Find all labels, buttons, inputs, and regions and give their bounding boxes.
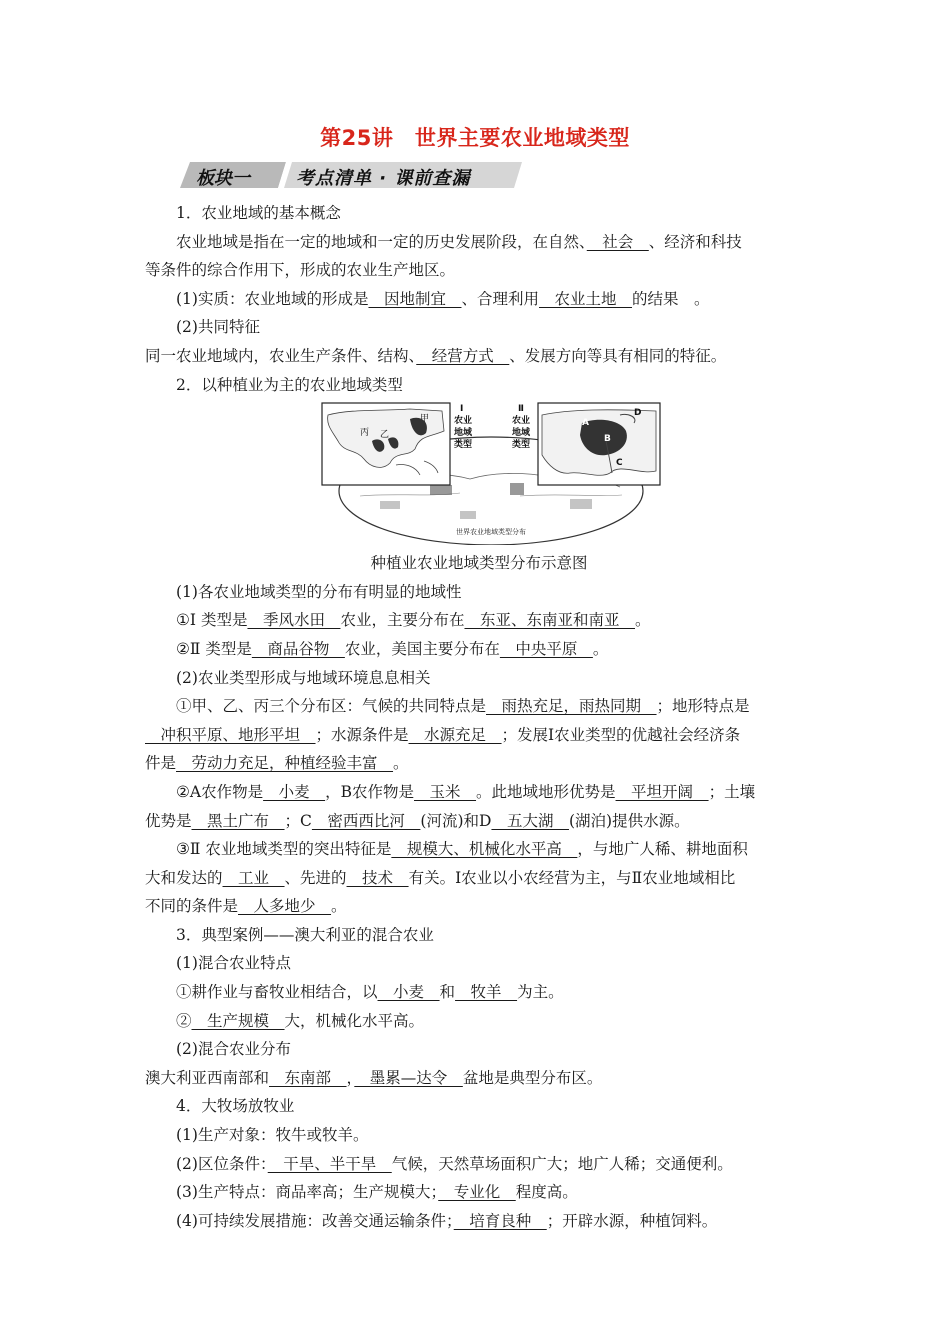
blank-answer: 雨热充足，雨热同期 [486, 697, 657, 716]
text: ， [346, 1068, 355, 1087]
text: 农业，主要分布在 [340, 611, 465, 630]
paragraph: (1)各农业地域类型的分布有明显的地域性 [176, 582, 462, 601]
text: 不同的条件是 [145, 897, 239, 916]
text: 和 [439, 983, 456, 1002]
section-banner [178, 160, 528, 190]
blank-answer: 墨累—达令 [354, 1068, 463, 1087]
text: (4)可持续发展措施：改善交通运输条件； [176, 1211, 454, 1230]
text: ；地形特点是 [656, 697, 750, 716]
blank-answer: 人多地少 [238, 897, 332, 916]
paragraph [145, 749, 813, 778]
paragraph [145, 228, 813, 257]
blank-answer: 中央平原 [499, 639, 593, 658]
blank-answer: 黑土广布 [191, 811, 285, 830]
blank-answer: 经营方式 [416, 346, 510, 365]
text: (3)生产特点：商品率高；生产规模大； [176, 1183, 439, 1202]
text: 同一农业地域内，农业生产条件、结构、 [145, 346, 417, 365]
text: 。 [331, 897, 347, 916]
text: 件是 [145, 754, 177, 773]
type2-label-0: Ⅱ [518, 404, 524, 415]
map-label-bing: 丙 [360, 428, 370, 439]
type1-label-3: 类型 [454, 440, 473, 451]
type2-label-1: 农业 [512, 416, 531, 427]
blank-answer: 农业土地 [539, 289, 633, 308]
blank-answer: 东南部 [269, 1068, 347, 1087]
text: 优势是 [145, 811, 192, 830]
map-caption: 种植业农业地域类型分布示意图 [370, 554, 588, 573]
blank-answer: 劳动力充足，种植经验丰富 [176, 754, 394, 773]
blank-answer: 生产规模 [191, 1011, 285, 1030]
text: ②Ⅱ 类型是 [176, 639, 252, 658]
text: 。 [592, 639, 609, 658]
blank-answer: 牧羊 [455, 983, 518, 1002]
text: (1)实质：农业地域的形成是 [176, 289, 369, 308]
paragraph [145, 635, 813, 664]
blank-answer: 小麦 [263, 782, 326, 801]
type1-label-1: 农业 [454, 416, 473, 427]
text: 为主。 [517, 983, 564, 1002]
blank-answer: 因地制宜 [368, 289, 462, 308]
text: 大，机械化水平高。 [284, 1011, 425, 1030]
banner-name: 考点清单 · 课前查漏 [296, 168, 471, 189]
text: 、合理利用 [461, 289, 539, 308]
blank-answer: 东亚、东南亚和南亚 [464, 611, 635, 630]
heading-4: 4．大牧场放牧业 [176, 1097, 295, 1116]
blank-answer: 商品谷物 [251, 639, 345, 658]
text: 农业地域是指在一定的地域和一定的历史发展阶段，在自然、 [176, 232, 587, 251]
paragraph [145, 835, 813, 864]
blank-answer: 玉米 [414, 782, 477, 801]
blank-answer: 干旱、半干旱 [267, 1154, 392, 1173]
text: ，与地广人稀、耕地面积 [577, 840, 748, 859]
paragraph [145, 807, 813, 836]
blank-answer: 规模大、机械化水平高 [391, 840, 578, 859]
type2-label-3: 类型 [512, 440, 531, 451]
paragraph: (1)生产对象：牧牛或牧羊。 [176, 1126, 369, 1145]
text: ② [176, 1011, 192, 1030]
paragraph [145, 864, 813, 893]
type1-label-0: Ⅰ [460, 404, 464, 415]
inner-caption: 世界农业地域类型分布 [456, 528, 526, 537]
text: 有关。Ⅰ农业以小农经营为主，与Ⅱ农业地域相比 [408, 868, 736, 887]
text: ；土壤 [708, 782, 756, 801]
blank-answer: 培育良种 [453, 1211, 547, 1230]
paragraph [145, 285, 813, 314]
banner-block: 板块一 [196, 168, 250, 189]
text: ①耕作业与畜牧业相结合，以 [176, 983, 378, 1002]
paragraph [145, 778, 813, 807]
text: ；发展Ⅰ农业类型的优越社会经济条 [501, 725, 741, 744]
text: 、先进的 [284, 868, 347, 887]
blank-answer: 专业化 [438, 1183, 516, 1202]
paragraph [145, 606, 813, 635]
blank-answer: 技术 [346, 868, 409, 887]
text: 大和发达的 [145, 868, 223, 887]
text: ；水源条件是 [315, 725, 409, 744]
paragraph [145, 1178, 813, 1207]
text: 。此地域地形优势是 [476, 782, 616, 801]
text: 盆地是典型分布区。 [462, 1068, 603, 1087]
blank-answer: 五大湖 [491, 811, 569, 830]
map-label-jia: 甲 [420, 414, 430, 425]
map-label-c: C [616, 458, 623, 469]
paragraph [145, 978, 813, 1007]
blank-answer: 水源充足 [408, 725, 502, 744]
paragraph [145, 692, 813, 721]
text: ①Ⅰ 类型是 [176, 611, 248, 630]
document-body [145, 199, 813, 1235]
text: ②A农作物是 [176, 782, 264, 801]
blank-answer: 工业 [222, 868, 285, 887]
blank-answer: 冲积平原、地形平坦 [145, 725, 316, 744]
text: (河流)和D [420, 811, 492, 830]
text: 澳大利亚西南部和 [145, 1068, 270, 1087]
text: (2)区位条件： [176, 1154, 268, 1173]
distribution-map [145, 401, 813, 545]
page-title: 第25讲 世界主要农业地域类型 [320, 126, 630, 150]
paragraph [145, 1007, 813, 1036]
map-label-b: B [604, 434, 611, 445]
map-label-a: A [582, 418, 589, 429]
paragraph: (1)混合农业特点 [176, 954, 291, 973]
text: 、发展方向等具有相同的特征。 [509, 346, 727, 365]
blank-answer: 季风水田 [247, 611, 341, 630]
paragraph: (2)农业类型形成与地域环境息息相关 [176, 668, 431, 687]
text: (湖泊)提供水源。 [568, 811, 690, 830]
paragraph: (2)混合农业分布 [176, 1040, 291, 1059]
heading-2: 2．以种植业为主的农业地域类型 [176, 375, 403, 394]
text: ③Ⅱ 农业地域类型的突出特征是 [176, 840, 392, 859]
paragraph [145, 342, 813, 371]
blank-answer: 小麦 [377, 983, 440, 1002]
paragraph [145, 1150, 813, 1179]
map-label-yi: 乙 [380, 430, 390, 441]
text: 程度高。 [515, 1183, 578, 1202]
world-map-figure [320, 401, 662, 545]
type1-label-2: 地域 [454, 428, 473, 439]
text: ；开辟水源，种植饲料。 [546, 1211, 718, 1230]
blank-answer: 密西西比河 [311, 811, 421, 830]
text: 气候，天然草场面积广大；地广人稀；交通便利。 [391, 1154, 733, 1173]
heading-3: 3．典型案例——澳大利亚的混合农业 [176, 925, 434, 944]
map-label-d: D [634, 408, 642, 419]
paragraph [145, 721, 813, 750]
paragraph [145, 892, 813, 921]
text: ；C [284, 811, 312, 830]
paragraph: (2)共同特征 [176, 318, 260, 337]
text: ①甲、乙、丙三个分布区：气候的共同特点是 [176, 697, 487, 716]
text: 农业，美国主要分布在 [344, 639, 500, 658]
text: 。 [393, 754, 409, 773]
text: ，B农作物是 [325, 782, 415, 801]
text: 。 [635, 611, 651, 630]
blank-answer: 社会 [586, 232, 649, 251]
text: 的结果 。 [632, 289, 710, 308]
paragraph [145, 1064, 813, 1093]
text: 、经济和科技 [648, 232, 742, 251]
paragraph: 等条件的综合作用下，形成的农业生产地区。 [145, 261, 456, 280]
paragraph [145, 1207, 813, 1236]
type2-label-2: 地域 [512, 428, 531, 439]
blank-answer: 平坦开阔 [615, 782, 709, 801]
heading-1: 1．农业地域的基本概念 [176, 204, 341, 222]
